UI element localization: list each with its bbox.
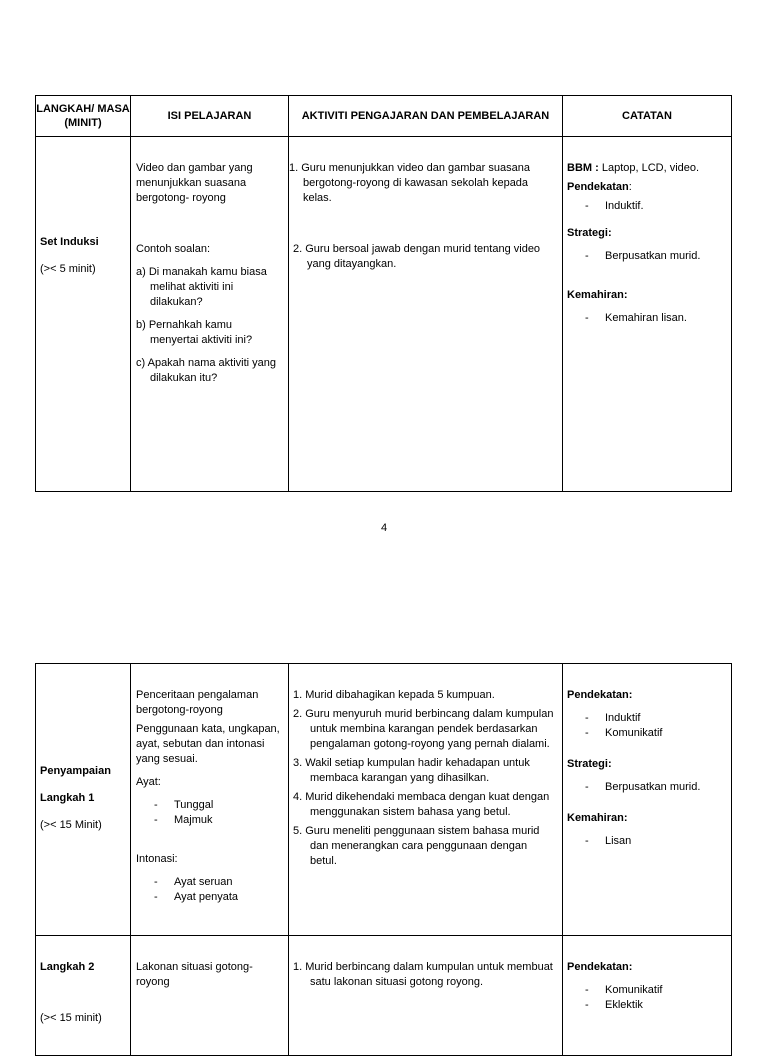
step-time: (>< 15 Minit): [40, 819, 102, 831]
isi-p1: Penceritaan pengalaman bergotong-royong: [136, 689, 259, 716]
list-item: - Berpusatkan murid.: [585, 781, 701, 793]
list-item: - Berpusatkan murid.: [585, 250, 701, 262]
aktiviti-item: 1. Murid berbincang dalam kumpulan untuk membuat satu lakonan situasi gotong royong.: [293, 961, 553, 988]
list-item-text: Induktif: [605, 712, 641, 724]
step-cell: [36, 936, 131, 1056]
list-item-text: Ayat seruan: [174, 876, 233, 888]
list-item: - Ayat penyata: [154, 891, 239, 903]
list-item-text: Komunikatif: [605, 984, 663, 996]
aktiviti-cell: [289, 137, 563, 492]
catatan-cell: [563, 664, 732, 936]
step-name: Langkah 2: [40, 961, 95, 973]
list-item-text: Berpusatkan murid.: [605, 781, 701, 793]
list-item: - Ayat seruan: [154, 876, 233, 888]
aktiviti-item: 4. Murid dikehendaki membaca dengan kuat dengan menggunakan sistem bahasa yang betul.: [293, 791, 550, 818]
aktiviti-item: 2. Guru bersoal jawab dengan murid tentang video yang ditayangkan.: [293, 243, 541, 270]
list-item: - Kemahiran lisan.: [585, 312, 687, 324]
aktiviti-item: 1. Guru menunjukkan video dan gambar suasana bergotong-royong di kawasan sekolah kepada kelas.: [289, 162, 530, 204]
list-item: - Komunikatif: [585, 984, 663, 996]
lesson-table-1: [35, 95, 732, 492]
isi-cell: [131, 936, 289, 1056]
strategi-label: Strategi:: [567, 758, 612, 770]
page-number: 4: [380, 522, 388, 534]
pendekatan-label: Pendekatan:: [567, 961, 633, 973]
list-item-text: Lisan: [605, 835, 632, 847]
list-item: - Induktif: [585, 712, 641, 724]
bbm-value: Laptop, LCD, video.: [598, 162, 700, 174]
list-item: - Lisan: [585, 835, 632, 847]
list-item-text: Berpusatkan murid.: [605, 250, 701, 262]
list-item: - Komunikatif: [585, 727, 663, 739]
intonasi-label: Intonasi:: [136, 853, 178, 865]
list-item: - Eklektik: [585, 999, 643, 1011]
bbm-line: [567, 161, 727, 176]
bbm-label: BBM :: [567, 162, 599, 174]
header-aktiviti: AKTIVITI PENGAJARAN DAN PEMBELAJARAN: [289, 96, 563, 137]
kemahiran-label: Kemahiran:: [567, 812, 628, 824]
step-name: Set Induksi: [40, 236, 99, 248]
list-item-text: Induktif.: [605, 200, 644, 212]
ayat-label: Ayat:: [136, 776, 161, 788]
list-item-text: Komunikatif: [605, 727, 663, 739]
step-cell: [36, 137, 131, 492]
aktiviti-item: 1. Murid dibahagikan kepada 5 kumpuan.: [293, 689, 495, 701]
lesson-table-2: [35, 663, 732, 1056]
list-item-text: Tunggal: [174, 799, 214, 811]
aktiviti-cell: [289, 664, 563, 936]
pendekatan-label: Pendekatan: [567, 181, 629, 193]
isi-question: c) Apakah nama aktiviti yang dilakukan itu?: [136, 357, 277, 384]
list-item-text: Majmuk: [174, 814, 213, 826]
step-sub: Langkah 1: [40, 792, 95, 804]
pendekatan-line: [567, 180, 727, 195]
list-item-text: Ayat penyata: [174, 891, 239, 903]
isi-cell: [131, 137, 289, 492]
list-item: - Tunggal: [154, 799, 214, 811]
pendekatan-label: Pendekatan:: [567, 689, 633, 701]
isi-contoh: Contoh soalan:: [136, 243, 210, 255]
isi-p1: Lakonan situasi gotong-royong: [136, 961, 253, 988]
catatan-cell: [563, 936, 732, 1056]
step-time: (>< 15 minit): [40, 1012, 102, 1024]
catatan-cell: [563, 137, 732, 492]
list-item-text: Eklektik: [605, 999, 643, 1011]
list-item: - Majmuk: [154, 814, 213, 826]
strategi-label: Strategi:: [567, 227, 612, 239]
step-name: Penyampaian: [40, 765, 111, 777]
isi-cell: [131, 664, 289, 936]
list-item: - Induktif.: [585, 200, 644, 212]
list-item-text: Kemahiran lisan.: [605, 312, 687, 324]
step-cell: [36, 664, 131, 936]
aktiviti-cell: [289, 936, 563, 1056]
isi-question: b) Pernahkah kamu menyertai aktiviti ini?: [136, 319, 253, 346]
isi-intro: Video dan gambar yang menunjukkan suasana bergotong- royong: [136, 162, 253, 204]
aktiviti-item: 2. Guru menyuruh murid berbincang dalam kumpulan untuk membina karangan pendek berdasarkan pengalaman gotong-royong yang pernah dialami.: [293, 708, 554, 750]
header-isi: ISI PELAJARAN: [131, 96, 289, 137]
step-time: (>< 5 minit): [40, 263, 96, 275]
pendekatan-colon: :: [628, 181, 632, 193]
kemahiran-label: Kemahiran:: [567, 289, 628, 301]
isi-p2: Penggunaan kata, ungkapan, ayat, sebutan dan intonasi yang sesuai.: [136, 723, 280, 765]
header-catatan: CATATAN: [563, 96, 732, 137]
isi-question: a) Di manakah kamu biasa melihat aktiviti ini dilakukan?: [136, 266, 267, 308]
header-langkah: LANGKAH/ MASA (MINIT): [36, 96, 131, 137]
aktiviti-item: 5. Guru meneliti penggunaan sistem bahasa murid dan menerangkan cara penggunaan dengan betul.: [293, 825, 540, 867]
aktiviti-item: 3. Wakil setiap kumpulan hadir kehadapan untuk membaca karangan yang dihasilkan.: [293, 757, 530, 784]
